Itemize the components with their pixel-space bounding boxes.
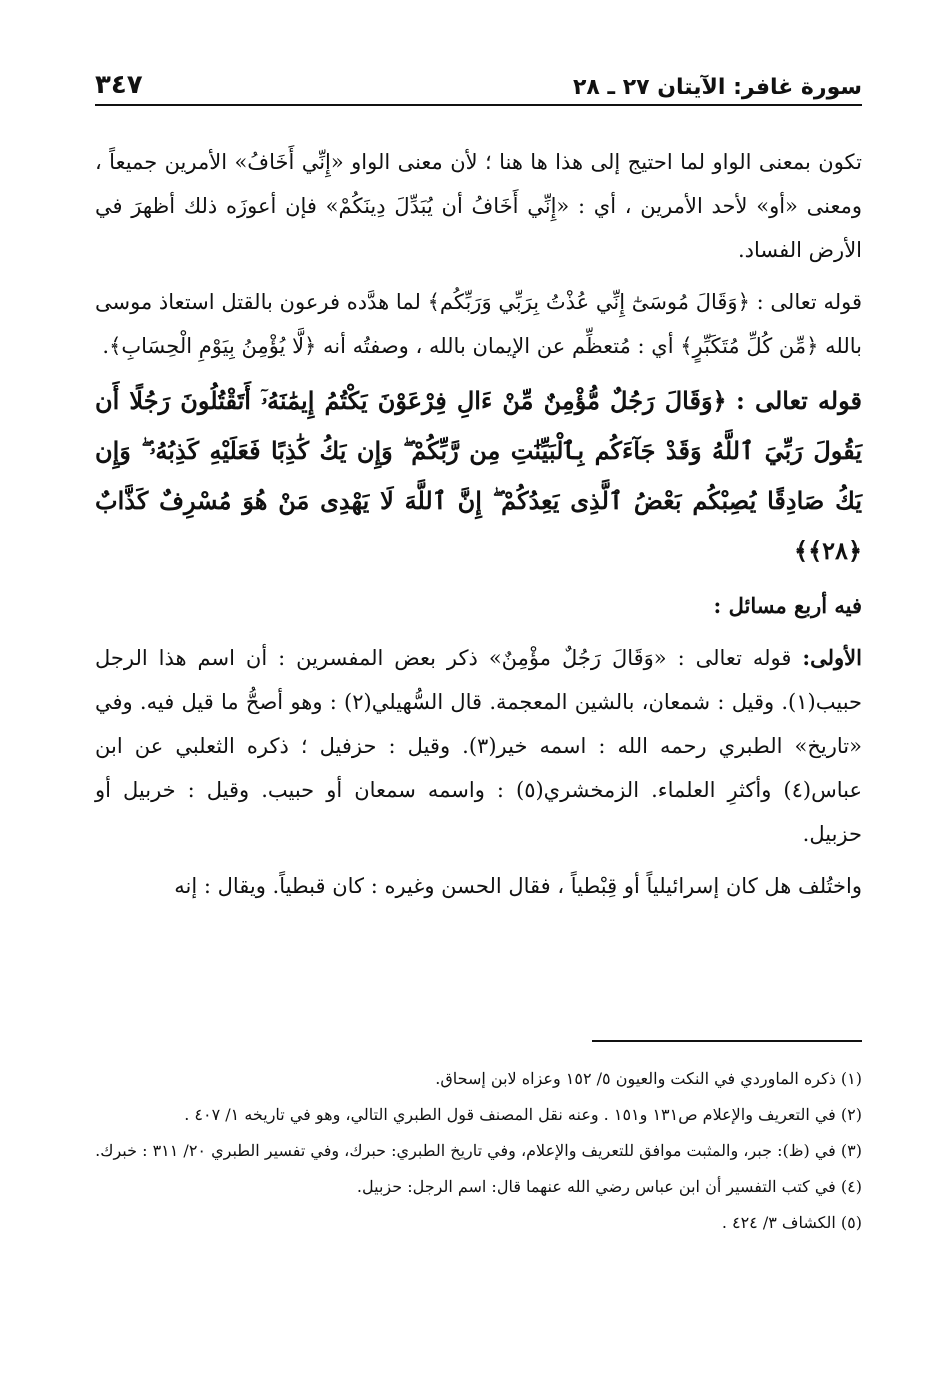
first-issue-label: الأولى: xyxy=(802,645,862,670)
page-header xyxy=(95,62,862,106)
paragraph-4: واختُلف هل كان إسرائيلياً أو قِبْطياً ، فقال الحسن وغيره : كان قبطياً. ويقال : إنه xyxy=(174,874,862,898)
paragraph-1: تكون بمعنى الواو لما احتيج إلى هذا ها هنا ؛ لأن معنى الواو «إِنِّي أَخَافُ» الأمرين جميعاً ، ومعنى «أو» لأحد الأمرين ، أي : «إِنِّي أَخَافُ أن يُبَدِّلَ دِينَكُمْ» فإن أعوزَه ذلك أظهرَ في الأرض الفساد. xyxy=(95,150,862,262)
footnote-2: (٢) في التعريف والإعلام ص١٣١ و١٥١ . وعنه نقل المصنف قول الطبري التالي، وهو في تاريخه ١/ ٤٠٧ . xyxy=(184,1105,862,1124)
footnotes xyxy=(95,1065,862,1245)
paragraph-2: قوله تعالى : ﴿وَقَالَ مُوسَىٰٓ إِنِّي عُذْتُ بِرَبِّي وَرَبِّكُم﴾ لما هدَّده فرعون بالقتل استعاذ موسى بالله ﴿مِّن كُلِّ مُتَكَبِّرٍ﴾ أي : مُتعظِّم عن الإيمان بالله ، وصفتُه أنه ﴿لَّا يُؤْمِنُ بِيَوْمِ الْحِسَابِ﴾. xyxy=(95,290,862,358)
footnote-4: (٤) في كتب التفسير أن ابن عباس رضي الله عنهما قال: اسم الرجل: حزبيل. xyxy=(356,1177,862,1196)
first-issue-text: قوله تعالى : «وَقَالَ رَجُلٌ مؤْمِنٌ» ذكر بعض المفسرين : أن اسم هذا الرجل حبيب(١). وقيل : شمعان، بالشين المعجمة. قال السُّهيلي(٢) : وهو أصحُّ ما قيل فيه. وفي «تاريخ» الطبري رحمه الله : اسمه خير(٣). وقيل : حزفيل ؛ ذكره الثعلبي عن ابن عباس(٤) وأكثرِ العلماء. الزمخشري(٥) : واسمه سمعان أو حبيب. وقيل : خربيل أو حزبيل. xyxy=(95,646,863,846)
footnote-3: (٣) في (ظ): جبر، والمثبت موافق للتعريف والإعلام، وفي تاريخ الطبري: حبرك، وفي تفسير الطبري ٢٠/ ٣١١ : خبرك. xyxy=(95,1141,862,1160)
verse-intro: قوله تعالى : xyxy=(736,386,862,415)
paragraph-3 xyxy=(95,636,862,856)
footnote-divider xyxy=(592,1040,862,1042)
main-text xyxy=(95,140,862,916)
verse-text: ﴿وَقَالَ رَجُلٌ مُّؤْمِنٌ مِّنْ ءَالِ فِرْعَوْنَ يَكْتُمُ إِيمَٰنَهُۥٓ أَتَقْتُلُونَ رَجُلًا أَن يَقُولَ رَبِّيَ ٱللَّهُ وَقَدْ جَآءَكُم بِٱلْبَيِّنَٰتِ مِن رَّبِّكُمْ ۖ وَإِن يَكُ كَٰذِبًا فَعَلَيْهِ كَذِبُهُۥ ۖ وَإِن يَكُ صَادِقًا يُصِبْكُم بَعْضُ ٱلَّذِى يَعِدُكُمْ ۖ إِنَّ ٱللَّهَ لَا يَهْدِى مَنْ هُوَ مُسْرِفٌ كَذَّابٌ ﴿٢٨﴾﴾ xyxy=(95,386,862,565)
verse-block xyxy=(95,376,862,576)
issues-heading: فيه أربع مسائل : xyxy=(713,593,862,618)
footnote-1: (١) ذكره الماوردي في النكت والعيون ٥/ ١٥٢ وعزاه لابن إسحاق. xyxy=(435,1069,862,1088)
page-number: ٣٤٧ xyxy=(95,70,143,100)
sura-title: سورة غافر: الآيتان ٢٧ ـ ٢٨ xyxy=(573,75,862,100)
footnote-5: (٥) الكشاف ٣/ ٤٢٤ . xyxy=(721,1213,862,1232)
